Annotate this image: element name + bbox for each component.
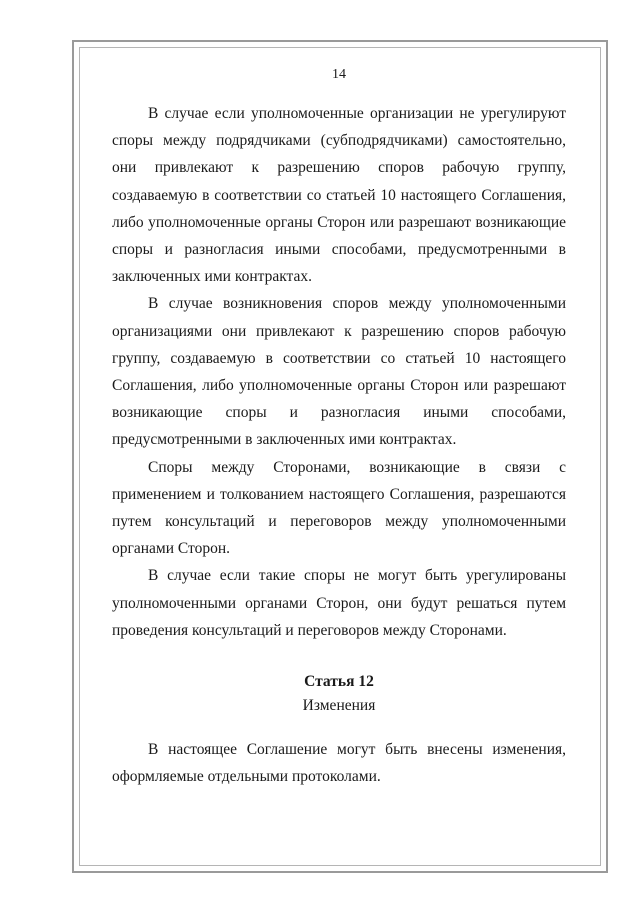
article-heading: Статья 12 xyxy=(304,673,374,691)
paragraph: В случае если уполномоченные организации не урегулируют споры между подрядчиками (субподрядчиками) самостоятельно, они привлекают к разрешению споров рабочую группу, создаваемую в соответствии со статьей 10 настоящего Соглашения, либо уполномоченные органы Сторон или разрешают возникающие споры и разногласия иными способами, предусмотренными в заключенных ими контрактах. xyxy=(112,105,566,286)
page-number: 14 xyxy=(332,67,346,82)
article-subtitle: Изменения xyxy=(302,697,376,715)
article-paragraph: В настоящее Соглашение могут быть внесены изменения, оформляемые отдельными протоколами. xyxy=(112,741,566,786)
document-body xyxy=(112,64,566,790)
paragraph: В случае возникновения споров между уполномоченными организациями они привлекают к разрешению споров рабочую группу, создаваемую в соответствии со статьей 10 настоящего Соглашения, либо уполномоченные органы Сторон или разрешают возникающие споры и разногласия иными способами, предусмотренными в заключенных ими контрактах. xyxy=(112,295,566,449)
paragraph: Споры между Сторонами, возникающие в связи с применением и толкованием настоящего Соглашения, разрешаются путем консультаций и переговоров между уполномоченными органами Сторон. xyxy=(112,458,566,558)
paragraph: В случае если такие споры не могут быть урегулированы уполномоченными органами Сторон, они будут решаться путем проведения консультаций и переговоров между Сторонами. xyxy=(112,567,566,639)
